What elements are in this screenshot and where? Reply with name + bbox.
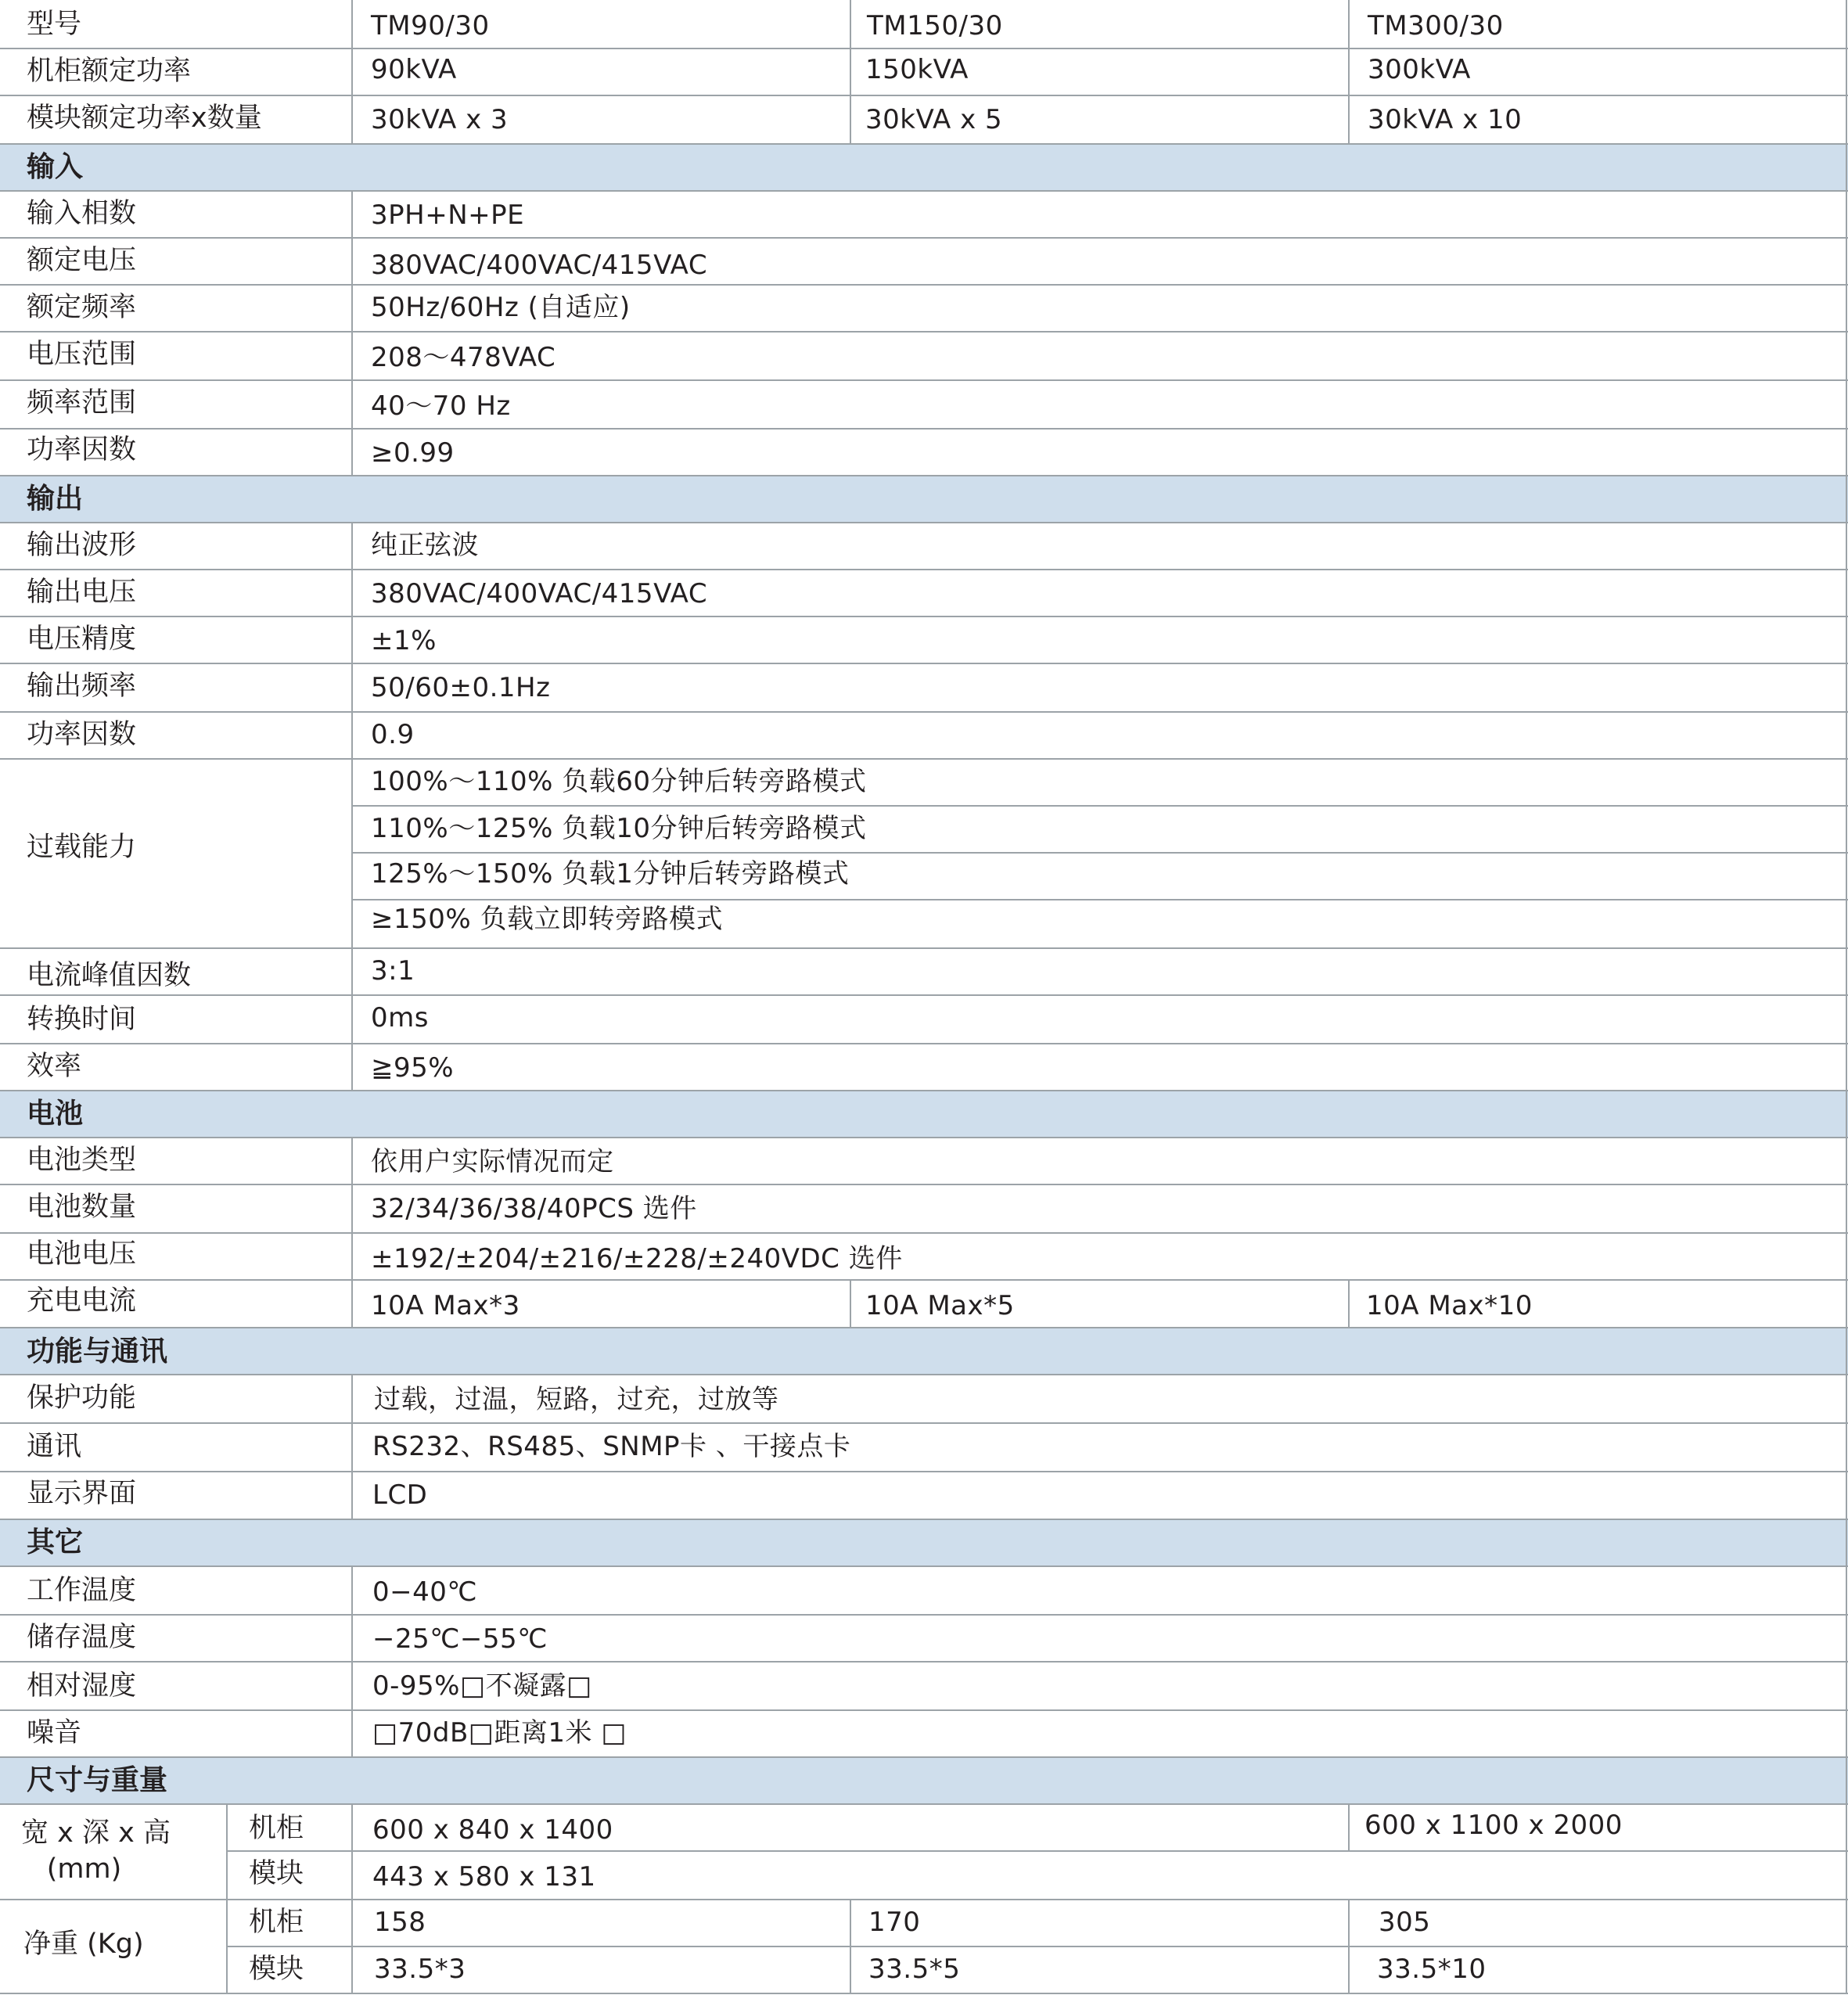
row-label: 工作温度 xyxy=(27,1575,137,1606)
row-value: ±192/±204/±216/±228/±240VDC 选件 xyxy=(371,1243,903,1274)
row-value: 0.9 xyxy=(371,719,415,750)
charge-current-1: 10A Max*3 xyxy=(371,1290,520,1321)
row-label: 电池类型 xyxy=(27,1145,137,1176)
row-value: ≥0.99 xyxy=(371,437,455,469)
row-label: 功率因数 xyxy=(27,719,137,750)
row-value: ≧95% xyxy=(371,1052,455,1084)
section-title-function: 功能与通讯 xyxy=(27,1335,168,1368)
row-label: 额定频率 xyxy=(27,292,137,323)
row-value: 过载，过温，短路，过充，过放等 xyxy=(374,1384,779,1415)
section-title-output: 输出 xyxy=(27,483,84,515)
row-value: 380VAC/400VAC/415VAC xyxy=(371,578,708,609)
size-unit-label: (mm) xyxy=(46,1853,122,1885)
row-label: 频率范围 xyxy=(27,387,137,419)
row-value: 40～70 Hz xyxy=(371,390,511,422)
weight-cabinet-value-1: 158 xyxy=(374,1907,426,1938)
row-label: 效率 xyxy=(27,1051,82,1082)
weight-cabinet-value-2: 170 xyxy=(868,1907,921,1938)
row-value-module-power-2: 30kVA x 5 xyxy=(865,104,1003,135)
row-value: 纯正弦波 xyxy=(371,530,479,561)
weight-module-value-1: 33.5*3 xyxy=(374,1954,466,1985)
row-value: 32/34/36/38/40PCS 选件 xyxy=(371,1193,697,1224)
section-title-battery: 电池 xyxy=(27,1098,84,1130)
overload-label: 过载能力 xyxy=(27,832,137,863)
section-title-dimensions: 尺寸与重量 xyxy=(27,1764,168,1796)
size-cabinet-label: 机柜 xyxy=(249,1813,304,1844)
row-value: −25℃−55℃ xyxy=(372,1623,548,1655)
section-band-input xyxy=(0,144,1848,191)
section-band-other xyxy=(0,1519,1848,1566)
model-name-1: TM90/30 xyxy=(371,10,490,41)
row-label: 电压范围 xyxy=(27,339,137,370)
row-value: 3PH+N+PE xyxy=(371,200,525,231)
row-value: 380VAC/400VAC/415VAC xyxy=(371,250,708,281)
weight-cabinet-label: 机柜 xyxy=(249,1907,304,1938)
row-value-module-power-1: 30kVA x 3 xyxy=(371,104,509,135)
row-value-cabinet-power-2: 150kVA xyxy=(865,54,969,85)
row-label: 相对湿度 xyxy=(27,1670,137,1702)
row-value: 0−40℃ xyxy=(372,1576,478,1608)
row-value: RS232、RS485、SNMP卡 、干接点卡 xyxy=(372,1431,851,1462)
row-label: 电池电压 xyxy=(27,1238,137,1270)
row-label: 电流峰值因数 xyxy=(27,960,192,991)
row-value-cabinet-power-1: 90kVA xyxy=(371,54,457,85)
row-label: 额定电压 xyxy=(27,245,137,276)
overload-line: 125%～150% 负载1分钟后转旁路模式 xyxy=(371,858,850,890)
section-bands xyxy=(0,144,1848,1804)
model-name-2: TM150/30 xyxy=(867,10,1003,41)
row-value: 依用户实际情况而定 xyxy=(371,1146,614,1177)
row-label: 输入相数 xyxy=(27,198,137,229)
row-value-cabinet-power-3: 300kVA xyxy=(1368,54,1471,85)
charge-current-3: 10A Max*10 xyxy=(1366,1290,1533,1321)
row-value: LCD xyxy=(372,1479,428,1511)
overload-line: 110%～125% 负载10分钟后转旁路模式 xyxy=(371,813,867,844)
row-label: 输出波形 xyxy=(27,530,137,561)
weight-module-label: 模块 xyxy=(249,1954,304,1985)
size-cabinet-value-2: 600 x 1100 x 2000 xyxy=(1364,1810,1623,1841)
overload-line: ≥150% 负载立即转旁路模式 xyxy=(371,904,723,935)
row-label: 通讯 xyxy=(27,1431,82,1462)
header-label: 型号 xyxy=(27,9,82,40)
row-value: □70dB□距离1米 □ xyxy=(372,1717,627,1749)
row-value: 50Hz/60Hz (自适应) xyxy=(371,292,631,323)
row-value: 50/60±0.1Hz xyxy=(371,672,551,703)
weight-label: 净重 (Kg) xyxy=(23,1928,144,1960)
row-value: 0ms xyxy=(371,1002,429,1033)
weight-cabinet-value-3: 305 xyxy=(1379,1907,1431,1938)
row-label: 储存温度 xyxy=(27,1622,137,1653)
row-value: 0-95%□不凝露□ xyxy=(372,1670,592,1702)
row-value: ±1% xyxy=(371,625,437,656)
section-band-output xyxy=(0,476,1848,523)
section-title-input: 输入 xyxy=(27,151,84,183)
size-module-label: 模块 xyxy=(249,1858,304,1889)
row-label: 输出电压 xyxy=(27,577,137,608)
row-label: 保护功能 xyxy=(27,1382,137,1414)
row-label: 功率因数 xyxy=(27,434,137,466)
weight-module-value-3: 33.5*10 xyxy=(1377,1954,1487,1985)
size-module-value: 443 x 580 x 131 xyxy=(372,1861,596,1893)
row-label-cabinet-power: 机柜额定功率 xyxy=(27,56,192,87)
row-label: 电池数量 xyxy=(27,1192,137,1223)
row-value: 3:1 xyxy=(371,955,415,987)
model-name-3: TM300/30 xyxy=(1368,10,1504,41)
size-label: 宽 x 深 x 高 xyxy=(21,1817,171,1849)
row-label: 噪音 xyxy=(27,1717,82,1749)
charge-current-label: 充电电流 xyxy=(27,1285,137,1317)
row-value: 208～478VAC xyxy=(371,342,556,373)
charge-current-2: 10A Max*5 xyxy=(865,1290,1015,1321)
row-label-module-power: 模块额定功率x数量 xyxy=(27,102,262,134)
section-band-function xyxy=(0,1328,1848,1375)
section-band-dimensions xyxy=(0,1757,1848,1804)
row-label: 显示界面 xyxy=(27,1478,137,1509)
section-band-battery xyxy=(0,1091,1848,1138)
size-cabinet-value-1: 600 x 840 x 1400 xyxy=(372,1814,613,1846)
row-value-module-power-3: 30kVA x 10 xyxy=(1368,104,1523,135)
weight-module-value-2: 33.5*5 xyxy=(868,1954,961,1985)
row-label: 转换时间 xyxy=(27,1004,137,1035)
row-label: 输出频率 xyxy=(27,670,137,702)
overload-line: 100%～110% 负载60分钟后转旁路模式 xyxy=(371,766,867,797)
row-label: 电压精度 xyxy=(27,624,137,655)
section-title-other: 其它 xyxy=(27,1526,84,1558)
